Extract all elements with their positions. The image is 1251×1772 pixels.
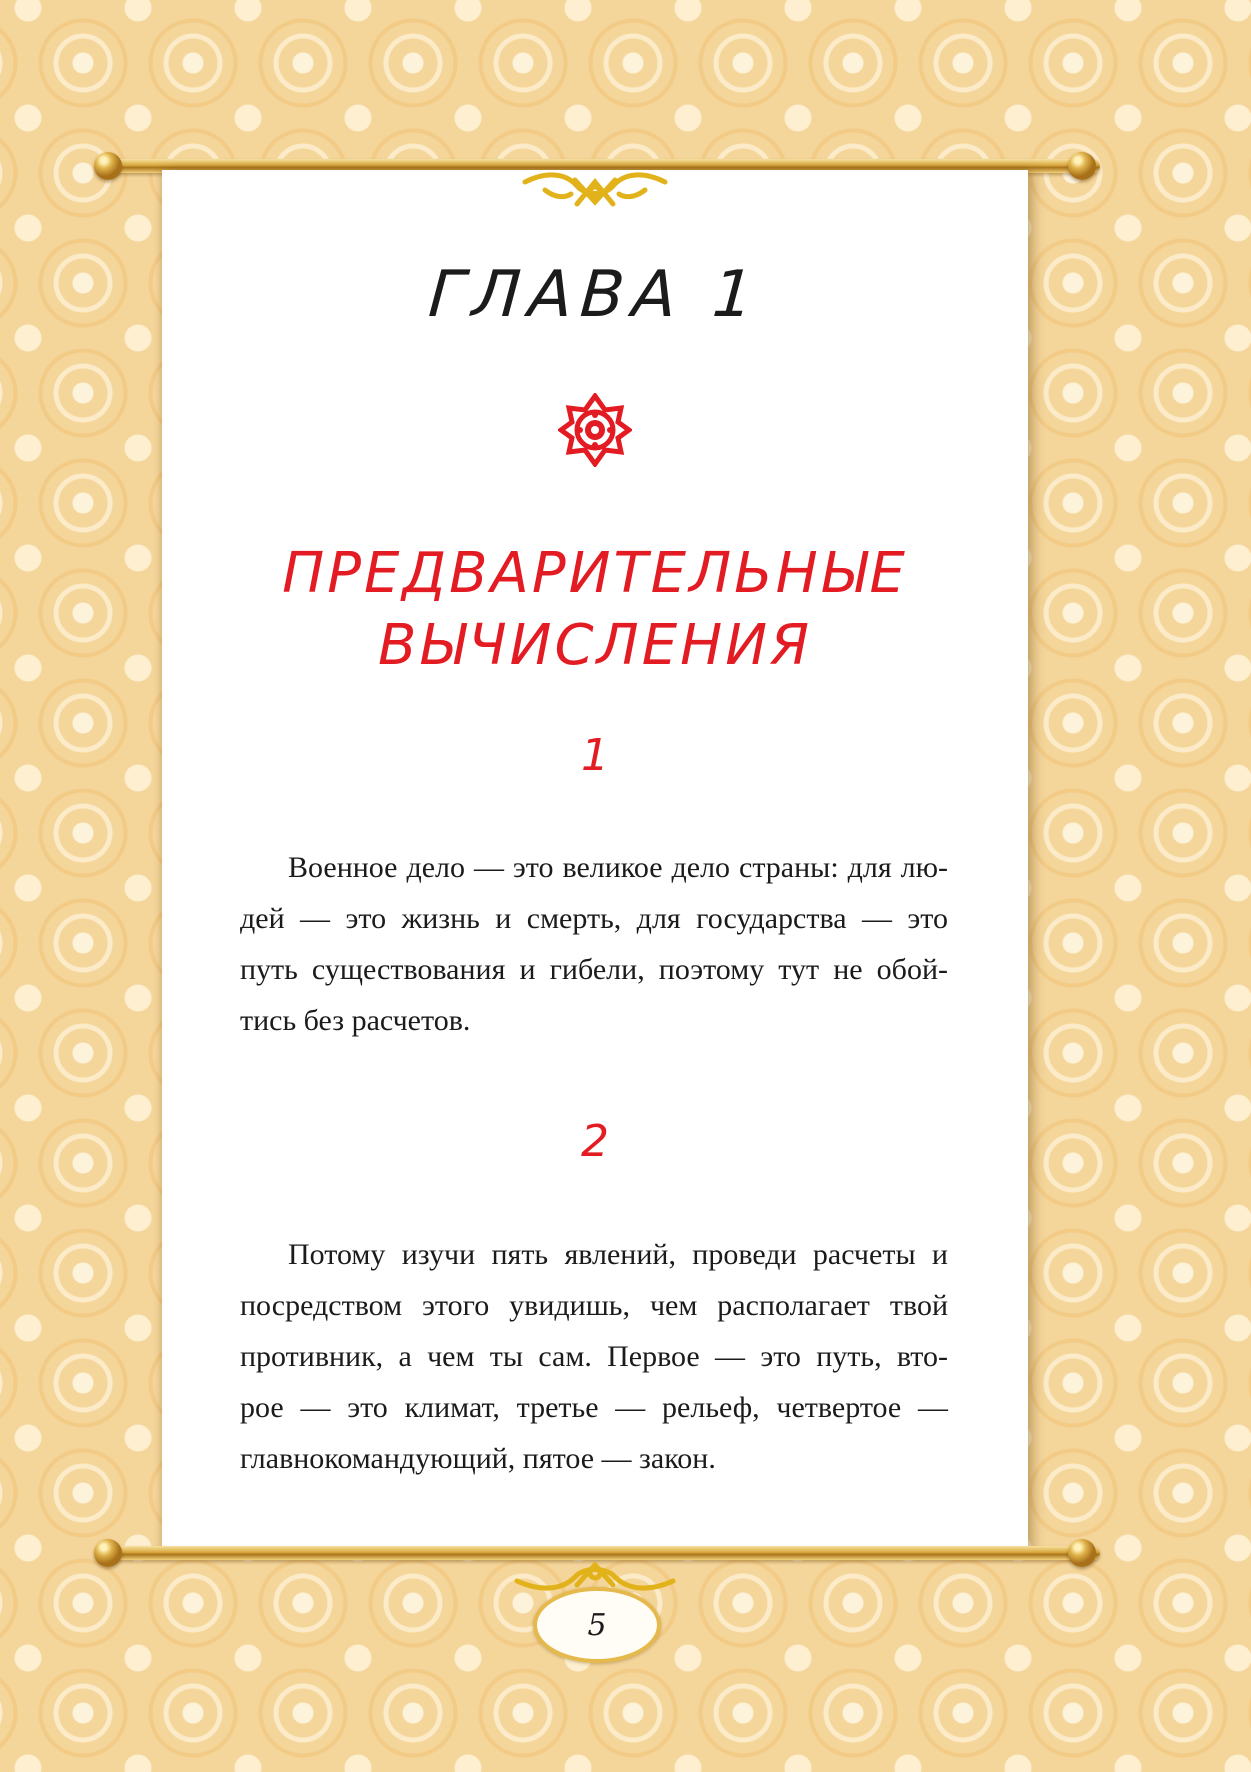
section-title-line: ПРЕДВАРИТЕЛЬНЫЕ — [282, 541, 908, 606]
rod-knob-top-left — [94, 152, 122, 180]
verse-line: Потому изучи пять явлений, проведи расчеты и — [288, 1238, 948, 1271]
verse-paragraph — [240, 842, 948, 1046]
knot-ornament-icon — [515, 168, 675, 216]
verse-paragraph — [240, 1229, 948, 1484]
rod-knob-bottom-right — [1068, 1539, 1096, 1567]
verse-line: путь существования и гибели, поэтому тут не обой- — [240, 953, 948, 986]
verse-number: 2 — [581, 1116, 609, 1167]
rod-knob-top-right — [1068, 152, 1096, 180]
verse-line: посредством этого увидишь, чем располагает твой — [240, 1289, 948, 1322]
verse-line: Военное дело — это великое дело страны: для лю- — [288, 851, 948, 884]
page-number-badge — [533, 1587, 661, 1663]
verse-line: дей — это жизнь и смерть, для государства — это — [240, 902, 948, 935]
verse-line: тись без расчетов. — [240, 1004, 471, 1037]
chapter-heading: ГЛАВА 1 — [426, 258, 764, 332]
page-number: 5 — [587, 1607, 607, 1643]
verse-line: главнокомандующий, пятое — закон. — [240, 1442, 716, 1475]
rod-knob-bottom-left — [94, 1539, 122, 1567]
section-title — [162, 538, 1028, 682]
verse-line: противник, а чем ты сам. Первое — это путь, вто- — [240, 1340, 948, 1373]
section-title-line: ВЫЧИСЛЕНИЯ — [377, 613, 813, 678]
lotus-emblem-icon — [558, 393, 632, 467]
verse-number: 1 — [581, 730, 609, 781]
verse-line: рое — это климат, третье — рельеф, четвертое — — [240, 1391, 948, 1424]
